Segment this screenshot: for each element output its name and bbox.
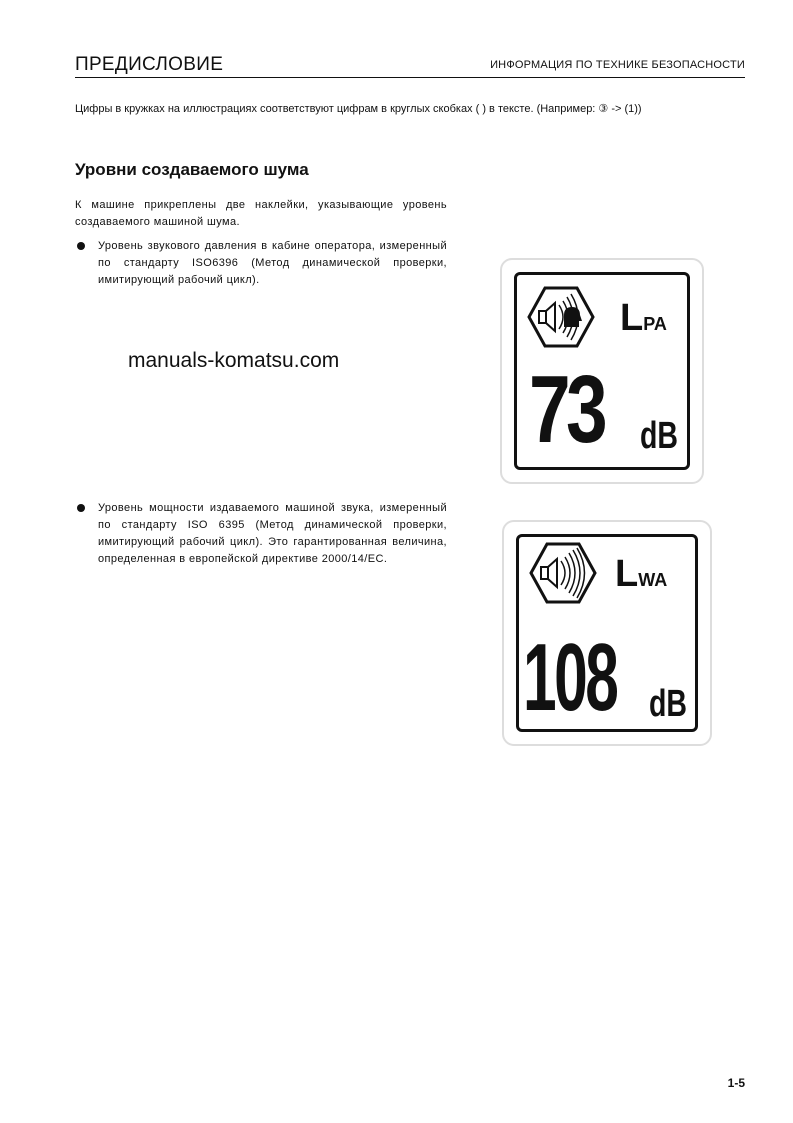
decal-label bbox=[620, 297, 667, 340]
decal-inner-frame bbox=[516, 534, 698, 732]
watermark: manuals-komatsu.com bbox=[128, 349, 340, 372]
label-main: L bbox=[620, 297, 644, 339]
decal-unit: dB bbox=[640, 415, 678, 457]
label-sub: PA bbox=[643, 314, 667, 334]
bullet-dot bbox=[77, 242, 85, 250]
cab-operator-noise-icon bbox=[527, 285, 595, 349]
decal-value: 108 bbox=[523, 624, 617, 731]
bullet-item bbox=[75, 238, 447, 289]
header-right-title: ИНФОРМАЦИЯ ПО ТЕХНИКЕ БЕЗОПАСНОСТИ bbox=[490, 59, 745, 71]
decal-inner-frame bbox=[514, 272, 690, 470]
bullet-text: Уровень звукового давления в кабине оператора, измеренный по стандарту ISO6396 (Метод динамической проверки, имитирующий рабочий цикл). bbox=[98, 240, 447, 286]
bullet-item bbox=[75, 500, 447, 568]
decal-value: 73 bbox=[529, 356, 603, 463]
label-sub: WA bbox=[638, 570, 668, 590]
bullet-dot bbox=[77, 504, 85, 512]
section-title: Уровни создаваемого шума bbox=[75, 160, 309, 179]
header-left-title: ПРЕДИСЛОВИЕ bbox=[75, 54, 224, 75]
decal-unit: dB bbox=[649, 683, 687, 725]
bullet-text: Уровень мощности издаваемого машиной звука, измеренный по стандарту ISO 6395 (Метод динамической проверки, имитирующий рабочий цикл). Это гарантированная величина, определенная в европейской директиве 2000/14/EC. bbox=[98, 502, 447, 565]
noise-decal-lpa bbox=[500, 258, 704, 484]
machine-sound-power-icon bbox=[529, 541, 597, 605]
page-number: 1-5 bbox=[727, 1076, 745, 1090]
intro-text: Цифры в кружках на иллюстрациях соответствуют цифрам в круглых скобках ( ) в тексте. (Например: ③ -> (1)) bbox=[75, 103, 642, 115]
section-paragraph: К машине прикреплены две наклейки, указывающие уровень создаваемого машиной шума. bbox=[75, 199, 447, 228]
decal-label bbox=[615, 553, 667, 596]
label-main: L bbox=[615, 553, 639, 595]
header-rule bbox=[75, 77, 745, 78]
noise-decal-lwa bbox=[502, 520, 712, 746]
